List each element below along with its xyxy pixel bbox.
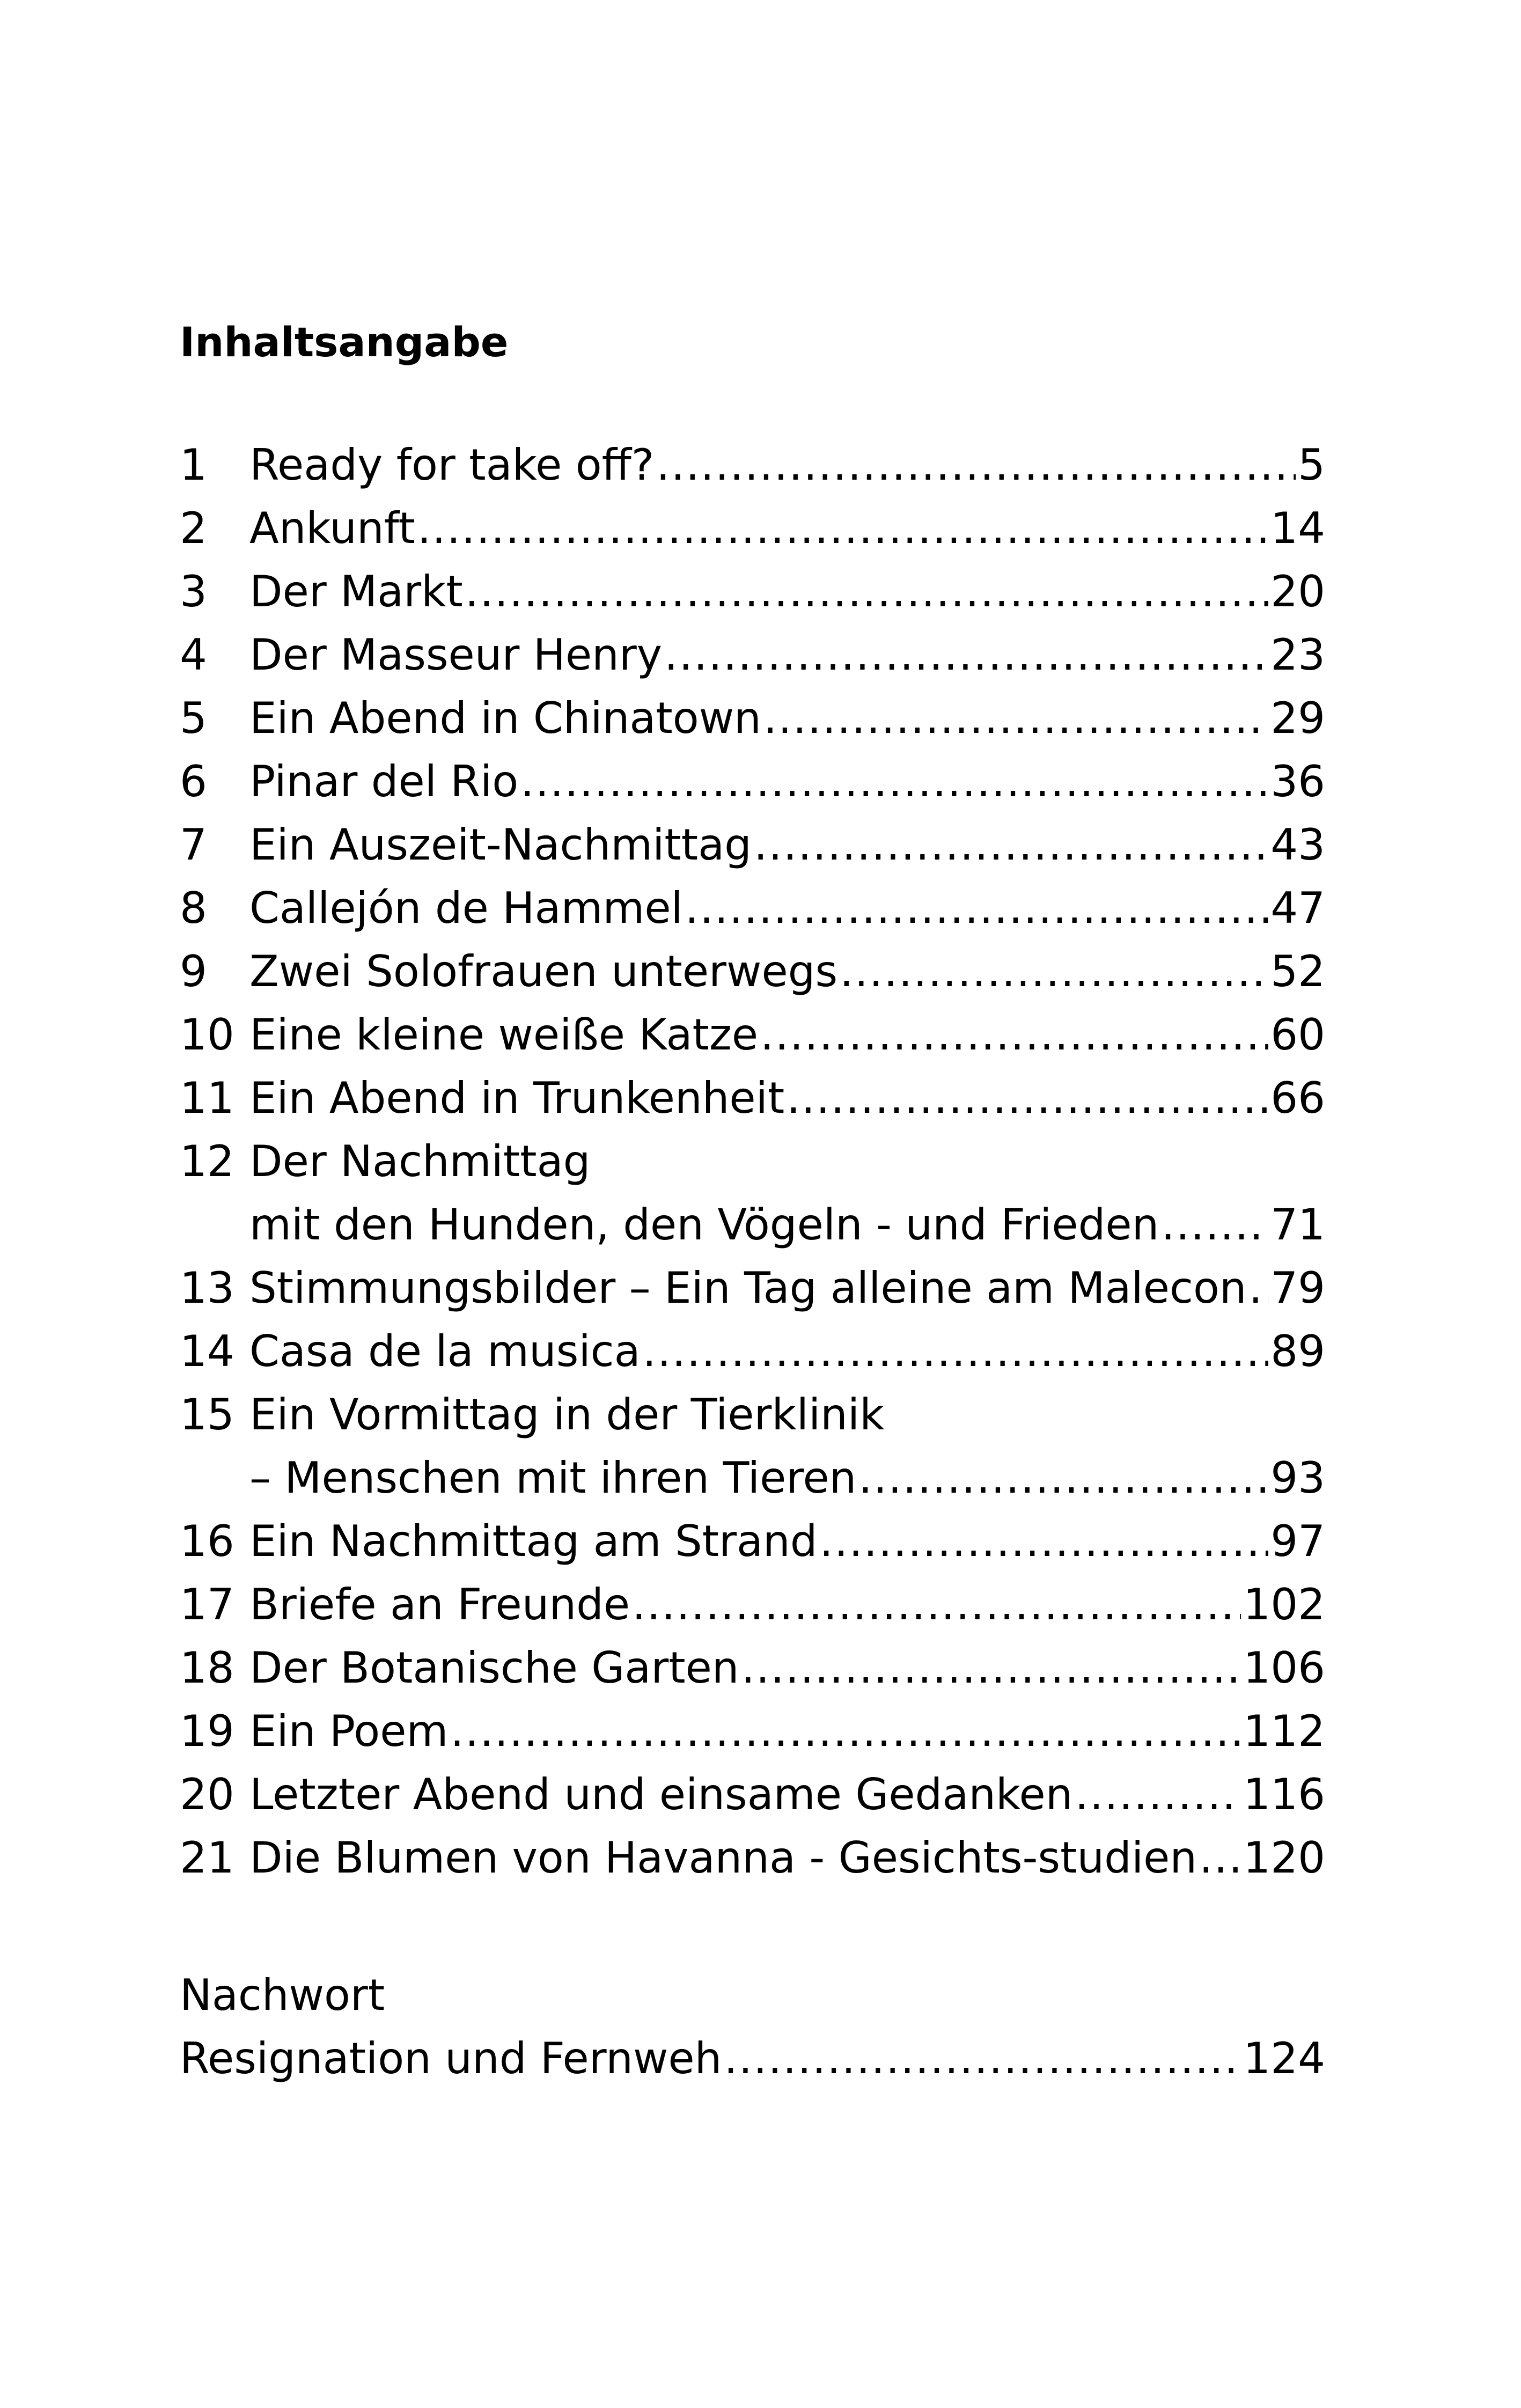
entry-number: 14: [180, 1326, 234, 1376]
entry-page: 29: [1270, 693, 1325, 743]
dot-leader: [417, 497, 1268, 560]
toc-entry-1: [180, 434, 1325, 497]
entry-title: Ready for take off?: [249, 440, 655, 490]
toc-entry-12: [180, 1130, 1325, 1257]
dot-leader: [465, 560, 1268, 623]
entry-title: Callejón de Hammel: [249, 883, 683, 933]
entry-page: 52: [1270, 946, 1325, 996]
dot-leader: [858, 1447, 1268, 1510]
entry-title: Ein Vormittag in der Tierklinik: [249, 1390, 885, 1440]
toc-entry-13: [180, 1257, 1325, 1320]
toc-entry-17: [180, 1573, 1325, 1636]
entry-title: Zwei Solofrauen unterwegs: [249, 946, 838, 996]
toc-entry-7: [180, 813, 1325, 877]
dot-leader: [632, 1573, 1241, 1636]
afterword-label: Nachwort: [180, 1970, 385, 2020]
entry-number: 12: [180, 1136, 234, 1186]
entry-title: Stimmungsbilder – Ein Tag alleine am Malecon: [249, 1263, 1247, 1313]
entry-number: 3: [180, 567, 207, 616]
entry-title: Der Masseur Henry: [249, 630, 663, 680]
entry-number: 20: [180, 1770, 234, 1819]
toc-entry-20: [180, 1763, 1325, 1826]
entry-title: Briefe an Freunde: [249, 1580, 630, 1629]
entry-title: Eine kleine weiße Katze: [249, 1010, 759, 1060]
entry-page: 89: [1270, 1326, 1325, 1376]
entry-page: 66: [1270, 1073, 1325, 1123]
afterword-title: Resignation und Fernweh: [180, 2033, 722, 2083]
entry-number: 8: [180, 883, 207, 933]
entry-title: Ein Auszeit-Nachmittag: [249, 820, 752, 870]
entry-number: 6: [180, 757, 207, 806]
entry-number: 1: [180, 440, 207, 490]
entry-page: 93: [1270, 1453, 1325, 1503]
toc-entry-21: [180, 1826, 1325, 1890]
toc-entry-19: [180, 1700, 1325, 1763]
entry-number: 21: [180, 1833, 234, 1883]
dot-leader: [763, 687, 1268, 750]
entry-page: 120: [1243, 1833, 1325, 1883]
entry-title: Ein Abend in Trunkenheit: [249, 1073, 785, 1123]
toc-entry-15: [180, 1383, 1325, 1510]
toc-entry-4: [180, 623, 1325, 687]
entry-page: 14: [1270, 503, 1325, 553]
entry-page: 23: [1270, 630, 1325, 680]
entry-page: 71: [1270, 1200, 1325, 1250]
dot-leader: [656, 434, 1296, 497]
dot-leader: [754, 813, 1268, 877]
entry-number: 4: [180, 630, 207, 680]
dot-leader: [450, 1700, 1241, 1763]
entry-page: 36: [1270, 757, 1325, 806]
entry-title: Die Blumen von Havanna - Gesichts-studien: [249, 1833, 1197, 1883]
dot-leader: [643, 1320, 1269, 1383]
entry-title: Letzter Abend und einsame Gedanken: [249, 1770, 1073, 1819]
entry-title: Pinar del Rio: [249, 757, 519, 806]
dot-leader: [520, 750, 1268, 813]
toc-entry-14: [180, 1320, 1325, 1383]
entry-page: 5: [1298, 440, 1325, 490]
dot-leader: [1075, 1763, 1241, 1826]
entry-title-continued: – Menschen mit ihren Tieren: [249, 1453, 857, 1503]
entry-number: 9: [180, 946, 207, 996]
dot-leader: [1161, 1193, 1268, 1257]
toc-entry-10: [180, 1003, 1325, 1067]
dot-leader: [840, 940, 1268, 1003]
entry-title: Ein Abend in Chinatown: [249, 693, 761, 743]
entry-number: 16: [180, 1516, 234, 1566]
entry-page: 116: [1243, 1770, 1325, 1819]
entry-page: 60: [1270, 1010, 1325, 1060]
table-of-contents: [180, 434, 1325, 1890]
entry-title: Ein Poem: [249, 1706, 449, 1756]
entry-number: 2: [180, 503, 207, 553]
entry-title: Der Markt: [249, 567, 463, 616]
entry-page: 47: [1270, 883, 1325, 933]
entry-number: 18: [180, 1643, 234, 1693]
toc-entry-8: [180, 877, 1325, 940]
toc-entry-9: [180, 940, 1325, 1003]
afterword-section: [180, 1964, 1325, 2090]
dot-leader: [1249, 1257, 1269, 1320]
dot-leader: [1199, 1826, 1241, 1890]
entry-number: 17: [180, 1580, 234, 1629]
dot-leader: [760, 1003, 1268, 1067]
entry-number: 11: [180, 1073, 234, 1123]
afterword-page: 124: [1243, 2033, 1325, 2083]
dot-leader: [724, 2027, 1241, 2090]
toc-entry-2: [180, 497, 1325, 560]
dot-leader: [787, 1067, 1268, 1130]
entry-page: 102: [1243, 1580, 1325, 1629]
toc-entry-6: [180, 750, 1325, 813]
entry-title: Casa de la musica: [249, 1326, 641, 1376]
entry-title: Ankunft: [249, 503, 415, 553]
toc-entry-5: [180, 687, 1325, 750]
entry-page: 112: [1243, 1706, 1325, 1756]
toc-entry-16: [180, 1510, 1325, 1573]
entry-number: 15: [180, 1390, 234, 1440]
entry-title-continued: mit den Hunden, den Vögeln - und Frieden: [249, 1200, 1159, 1250]
entry-number: 7: [180, 820, 207, 870]
toc-entry-3: [180, 560, 1325, 623]
entry-page: 79: [1270, 1263, 1325, 1313]
dot-leader: [820, 1510, 1269, 1573]
toc-entry-18: [180, 1636, 1325, 1700]
toc-entry-11: [180, 1067, 1325, 1130]
entry-page: 106: [1243, 1643, 1325, 1693]
entry-title: Der Botanische Garten: [249, 1643, 739, 1693]
dot-leader: [664, 623, 1268, 687]
entry-number: 10: [180, 1010, 234, 1060]
dot-leader: [685, 877, 1268, 940]
entry-number: 19: [180, 1706, 234, 1756]
entry-number: 5: [180, 693, 207, 743]
entry-title: Der Nachmittag: [249, 1136, 591, 1186]
entry-page: 43: [1270, 820, 1325, 870]
entry-page: 20: [1270, 567, 1325, 616]
dot-leader: [741, 1636, 1241, 1700]
entry-number: 13: [180, 1263, 234, 1313]
toc-heading: Inhaltsangabe: [180, 318, 509, 366]
entry-page: 97: [1270, 1516, 1325, 1566]
entry-title: Ein Nachmittag am Strand: [249, 1516, 818, 1566]
